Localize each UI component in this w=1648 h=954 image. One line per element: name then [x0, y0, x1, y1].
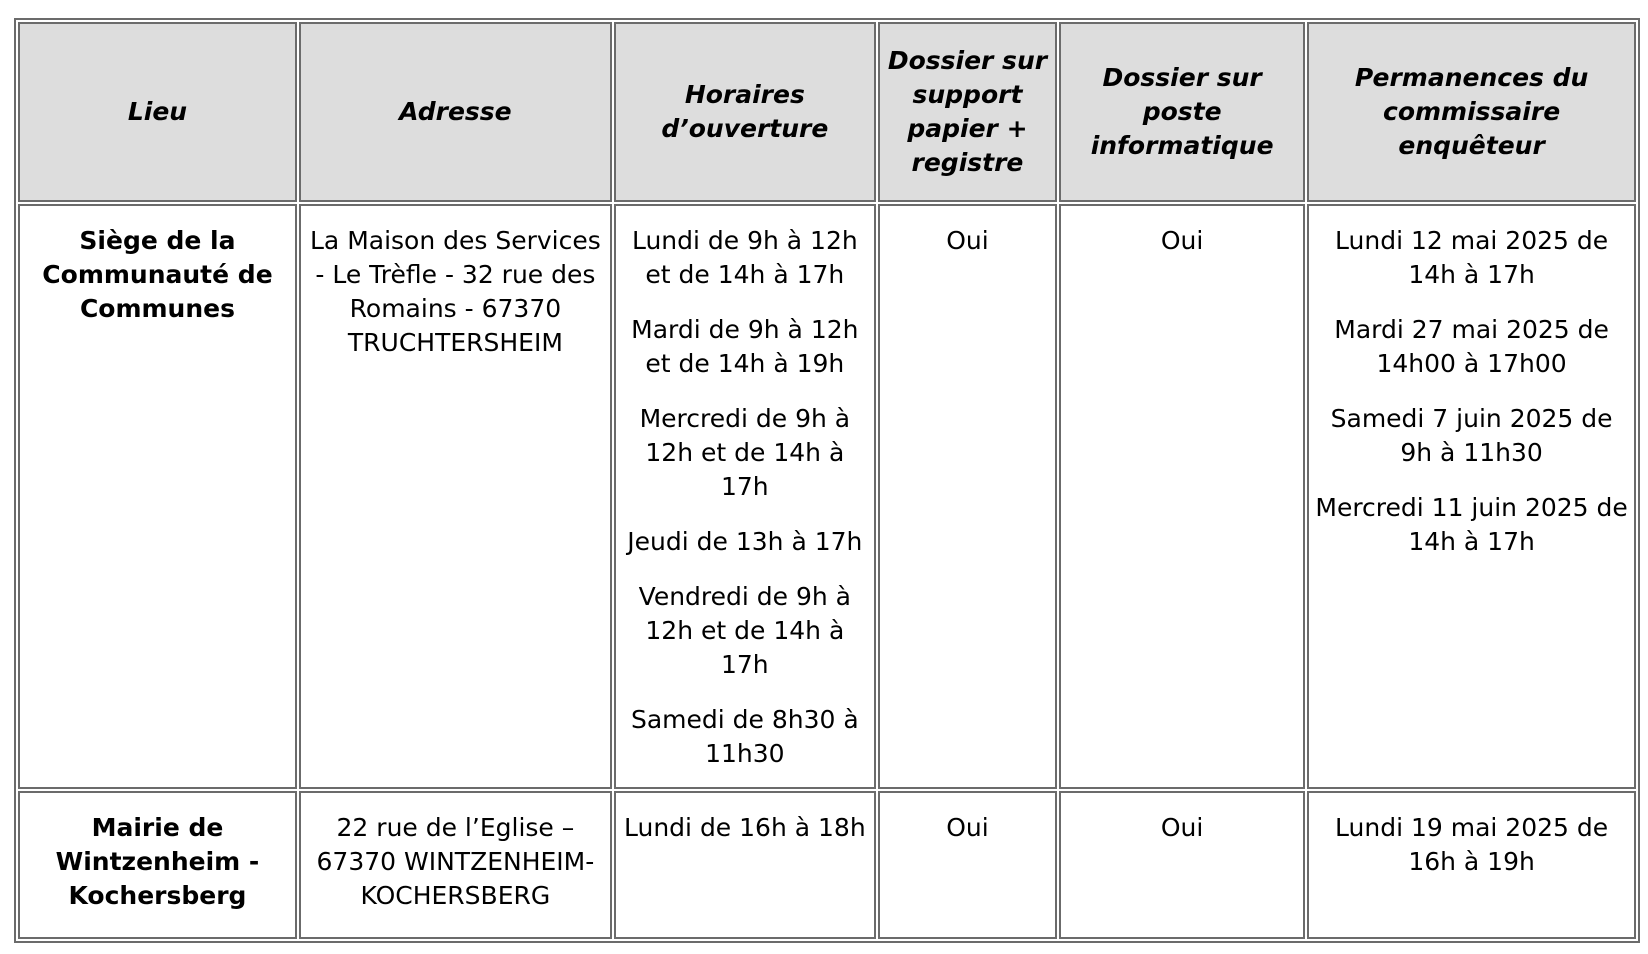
consultation-schedule-table — [14, 18, 1640, 943]
header-row — [18, 22, 1636, 202]
horaire-line: Vendredi de 9h à 12h et de 14h à 17h — [638, 582, 851, 679]
cell-lieu: Siège de la Communauté de Communes — [18, 204, 297, 789]
cell-permanences — [1307, 791, 1636, 939]
header-adresse: Adresse — [299, 22, 612, 202]
horaire-line: Samedi de 8h30 à 11h30 — [630, 705, 859, 768]
permanence-line: Mercredi 11 juin 2025 de 14h à 17h — [1315, 493, 1628, 556]
cell-dossier-papier: Oui — [878, 204, 1057, 789]
permanence-line: Lundi 12 mai 2025 de 14h à 17h — [1335, 226, 1609, 289]
horaire-line: Mardi de 9h à 12h et de 14h à 19h — [631, 315, 859, 378]
permanence-line: Mardi 27 mai 2025 de 14h00 à 17h00 — [1334, 315, 1609, 378]
horaire-line: Lundi de 16h à 18h — [624, 813, 866, 842]
header-permanences: Permanences du commissaire enquêteur — [1307, 22, 1636, 202]
permanence-line: Lundi 19 mai 2025 de 16h à 19h — [1335, 813, 1609, 876]
cell-lieu: Mairie de Wintzenheim - Kochersberg — [18, 791, 297, 939]
cell-horaires — [614, 204, 876, 789]
horaire-line: Jeudi de 13h à 17h — [627, 527, 863, 556]
cell-dossier-informatique: Oui — [1059, 791, 1305, 939]
cell-adresse: 22 rue de l’Eglise – 67370 WINTZENHEIM-KOCHERSBERG — [299, 791, 612, 939]
horaire-line: Mercredi de 9h à 12h et de 14h à 17h — [639, 404, 851, 501]
cell-dossier-papier: Oui — [878, 791, 1057, 939]
cell-dossier-informatique: Oui — [1059, 204, 1305, 789]
horaire-line: Lundi de 9h à 12h et de 14h à 17h — [631, 226, 858, 289]
table-row — [18, 204, 1636, 789]
header-horaires: Horaires d’ouverture — [614, 22, 876, 202]
permanence-line: Samedi 7 juin 2025 de 9h à 11h30 — [1330, 404, 1613, 467]
table-row — [18, 791, 1636, 939]
header-lieu: Lieu — [18, 22, 297, 202]
header-dossier-papier: Dossier sur support papier + registre — [878, 22, 1057, 202]
cell-permanences — [1307, 204, 1636, 789]
cell-adresse: La Maison des Services - Le Trèfle - 32 rue des Romains - 67370 TRUCHTERSHEIM — [299, 204, 612, 789]
cell-horaires — [614, 791, 876, 939]
header-dossier-informatique: Dossier sur poste informatique — [1059, 22, 1305, 202]
